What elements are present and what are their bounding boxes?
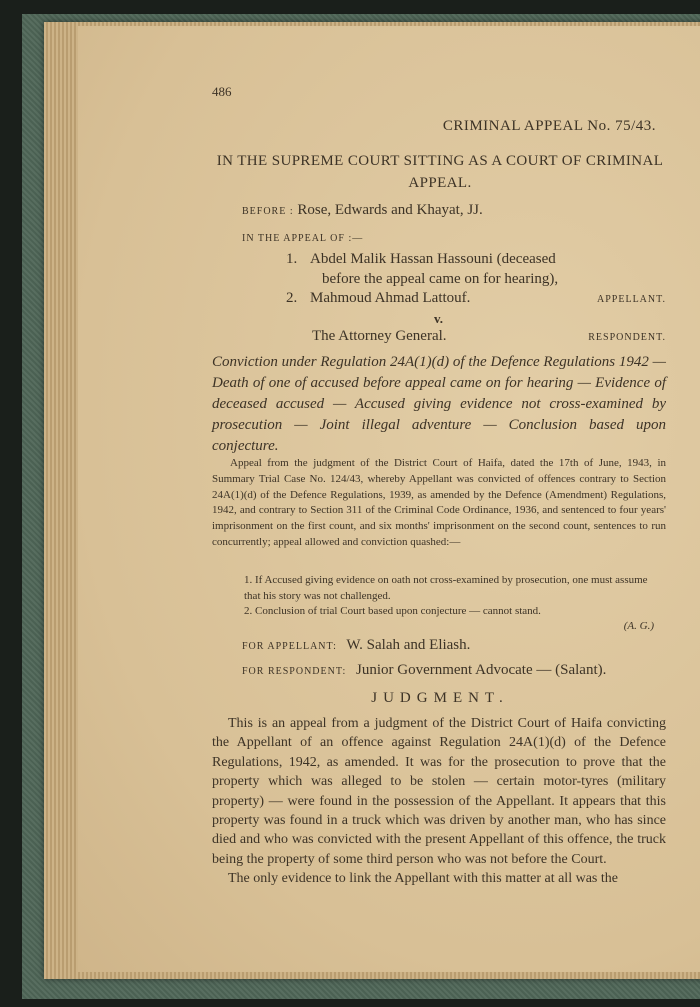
judgment-paragraph: The only evidence to link the Appellant with this matter at all was the	[228, 871, 618, 887]
appellant-1-number: 1.	[286, 251, 298, 267]
for-respondent-label: FOR RESPONDENT:	[242, 666, 347, 677]
for-appellant-label: FOR APPELLANT:	[242, 641, 337, 652]
case-number: CRIMINAL APPEAL No. 75/43.	[442, 118, 656, 134]
headnote: Conviction under Regulation 24A(1)(d) of the Defence Regulations 1942 — Death of one of accused before appeal came on for hearing — Evidence of deceased accused — Accused giving evidence not cross-examined by prosecution — Joint illegal adventure — Conclusion based upon conjecture.	[212, 354, 666, 454]
before-label: BEFORE :	[242, 206, 294, 217]
point-1: 1. If Accused giving evidence on oath not cross-examined by prosecution, one must assume that his story was not challenged.	[244, 574, 648, 602]
counsel-appellant	[242, 637, 470, 654]
before-line	[242, 202, 483, 219]
court-heading: IN THE SUPREME COURT SITTING AS A COURT OF CRIMINAL APPEAL.	[216, 153, 664, 191]
for-appellant-names: W. Salah and Eliash.	[346, 637, 471, 653]
appellant-2-number: 2.	[286, 290, 298, 306]
appellant-1-line1: Abdel Malik Hassan Hassouni (deceased	[310, 251, 556, 267]
respondent-name: The Attorney General.	[312, 328, 447, 344]
appellant-1-line2: before the appeal came on for hearing),	[322, 271, 559, 287]
page-number: 486	[212, 84, 232, 99]
judgment-title: JUDGMENT.	[371, 690, 509, 706]
versus: v.	[434, 311, 444, 326]
appellant-2	[286, 290, 470, 307]
before-judges: Rose, Edwards and Khayat, JJ.	[297, 202, 483, 218]
judgment-body	[212, 714, 666, 889]
for-respondent-names: Junior Government Advocate — (Salant).	[356, 662, 607, 678]
case-summary: Appeal from the judgment of the District Court of Haifa, dated the 17th of June, 1943, in Summary Trial Case No. 124/43, whereby Appellant was convicted of offences contrary to Section 24A(1)(d) of the Defence Regulations, 1939, as amended by the Defence (Amendment) Regulations, 1942, and contrary to Section 311 of the Criminal Code Ordinance, 1936, and sentenced to four years' imprisonment on the first count, and six months' imprisonment on the second count, sentences to run concurrently; appeal allowed and conviction quashed:—	[212, 457, 666, 548]
reporter-initials: (A. G.)	[623, 620, 654, 632]
in-appeal-label: IN THE APPEAL OF :—	[242, 233, 364, 244]
appellant-2-name: Mahmoud Ahmad Lattouf.	[310, 290, 471, 306]
appellant-1	[286, 251, 556, 268]
judgment-paragraph: This is an appeal from a judgment of the District Court of Haifa convicting the Appellant of an offence against Regulation 24A(1)(d) of the Defence Regulations, 1942, as amended. It was for the prosecution to prove that the property which was alleged to be stolen — certain motor-tyres (military property) — were found in the possession of the Appellant. It appears that this property was found in a truck which was driven by another man, who has since died and who was convicted with the present Appellant of this offence, the truck being the property of some third person who was not before the Court.	[212, 716, 666, 867]
appellant-label: APPELLANT.	[597, 294, 666, 305]
point-2: 2. Conclusion of trial Court based upon conjecture — cannot stand.	[244, 605, 541, 617]
respondent-label: RESPONDENT.	[588, 332, 666, 343]
counsel-respondent	[242, 662, 606, 679]
